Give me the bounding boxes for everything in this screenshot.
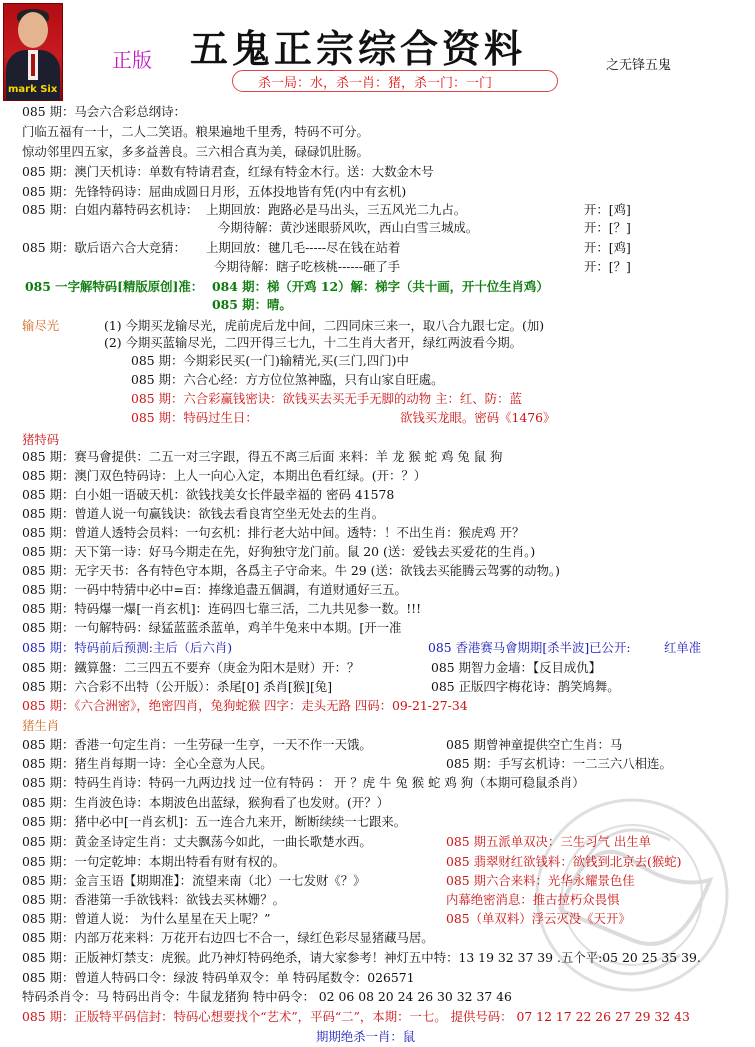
- section-heading: 猪特码: [22, 432, 60, 447]
- text-line: 085 期：无字天书：各有特色守本期，各爲主子守命来。牛 29 (送：欲钱去买能腾云驾雾的动物。): [22, 563, 560, 578]
- kill-line: 杀一局：水，杀一肖：猪，杀一门：一门: [258, 76, 493, 91]
- text-line: 085 翡翠财红欲钱料：欲钱到北京去(猴蛇): [446, 854, 682, 869]
- text-line: 085 期：正版特平码信封：特码心想要找个“艺术”，平码“二”，本期：一七。 提供号码： 07 12 17 22 26 27 29 32 43: [22, 1009, 690, 1024]
- text-line: 085 期：歇后语六合大竞猜：: [22, 240, 186, 255]
- text-line: 085 期智力金墙：【反目成仇】: [431, 660, 602, 675]
- text-line: 085 期：六合彩不出特（公开版）：杀尾[0] 杀肖[猴][兔]: [22, 679, 333, 694]
- author-name: 之无锋五鬼: [606, 58, 672, 73]
- text-line: 085 期：六合彩赢钱密诀：欲钱买去买无手无脚的动物 主：红、防：蓝: [131, 391, 522, 406]
- text-line: 085 正版四字梅花诗：鹊笑鸠舞。: [431, 679, 620, 694]
- text-line: 开：[？]: [584, 220, 631, 235]
- text-line: 开：[鸡]: [584, 202, 631, 217]
- text-line: 085 期：一句定乾坤：本期出特看有财有权的。: [22, 854, 286, 869]
- text-line: 085 期：猪中必中[一肖玄机]：五一连合九来开，断断续续一七跟来。: [22, 814, 407, 829]
- text-line: 085 期：曾道人特码口令：绿波 特码单双令：单 特码尾数令：026571: [22, 970, 415, 985]
- text-line: 085 期：《六合洲密》，绝密四肖，兔狗蛇猴 四字：走头无路 四码：09-21-27-34: [22, 698, 468, 713]
- text-line: 085 期：生肖波色诗：本期波色出蓝绿，猴狗看了也发财。(开？）: [22, 795, 389, 810]
- text-line: 门临五福有一十，二人二笑语。粮果遍地千里秀，特码不可分。: [22, 124, 369, 139]
- text-line: 085 期：特码生肖诗：特码一九两边找 过一位有特码 ： 开 ？虎 牛 兔 猴 蛇 鸡 狗（本期可稳鼠杀肖）: [22, 775, 585, 790]
- text-line: 开：[？]: [584, 259, 631, 274]
- text-line: 085 期：香港一句定生肖：一生劳碌一生亨，一天不作一天饿。: [22, 737, 372, 752]
- text-line: 085 期：澳门天机诗：单数有特请君查，红绿有特金木行。送：大数金木号: [22, 164, 434, 179]
- text-line: 085 期：白小姐一语破天机：欲钱找美女长伴最幸福的 密码 41578: [22, 487, 395, 502]
- text-line: 085 期：今期彩民买(一门)输精光,买(三门,四门)中: [131, 353, 409, 368]
- text-line: 085 期：马会六合彩总纲诗：: [22, 104, 186, 119]
- text-line: 今期待解：瞎子吃核桃------砸了手: [214, 259, 401, 274]
- text-line: 惊动邻里四五家，多多益善良。三六相合真为美，碌碌饥肚肠。: [22, 144, 369, 159]
- text-line: 085 期：天下第一诗：好马今期走在先，好狗独守龙门前。鼠 20 (送：爱钱去买爱花的生肖。): [22, 544, 536, 559]
- text-line: 085 期：先锋特码诗：屈曲成圆日月形，五体投地皆有凭(内中有玄机): [22, 184, 407, 199]
- photo-caption: mark Six: [8, 84, 58, 95]
- text-line: 特码杀肖令：马 特码出肖令：牛鼠龙猪狗 特中码令： 02 06 08 20 24 26 30 32 37 46: [22, 989, 512, 1004]
- text-line: 上期回放：毽几毛-----尽在钱在站着: [206, 240, 401, 255]
- text-line: 欲钱买龙眼。密码《1476》: [400, 410, 556, 425]
- text-line: (2) 今期买蓝输尽光，二四开得三七九，十二生肖大者开，绿红两波看今期。: [104, 335, 522, 350]
- text-line: 085 期：金言玉语【期期准】：流望来南（北）一七发财《？》: [22, 873, 366, 888]
- text-line: 085 期：一码中特猜中必中=百：捧缘追盡五個調，有道财通好三五。: [22, 582, 407, 597]
- text-line: 085 期：赛马會提供：二五一对三字跟，得五不离三后面 来料：羊 龙 猴 蛇 鸡 兔 鼠 狗: [22, 449, 503, 464]
- text-line: 085 期：白姐内幕特码玄机诗：: [22, 202, 199, 217]
- text-line: 085 期：六合心经：方方位位煞神臨，只有山家自旺處。: [131, 372, 444, 387]
- text-line: 085（单双料）浮云灭没《天开》: [446, 911, 631, 926]
- text-line: 084 期：梯（开鸡 12）解：梯字（共十画，开十位生肖鸡）: [212, 279, 549, 294]
- text-line: 085 期：曾道人说： 为什么星星在天上呢？”: [22, 911, 271, 926]
- text-line: 内幕绝密消息：推古拉朽众畏惧: [446, 892, 620, 907]
- text-line: 红单准: [664, 640, 702, 655]
- text-line: 085 期曾神童提供空亡生肖：马: [446, 737, 623, 752]
- text-line: 085 期五派单双决：三生习气 出生单: [446, 834, 651, 849]
- text-line: 085 期：鐵算盤：二三四五不要弃（庚金为阳木是财）开：？: [22, 660, 360, 675]
- text-line: 085 期：特码爆一爆[一肖玄机]：连码四七靠三活，二九共见参一数。!!!: [22, 601, 422, 616]
- text-line: 085 期：特码前后预测:主后（后六肖): [22, 640, 233, 655]
- text-line: 今期待解：黄沙迷眼骄风吹，西山白雪三城成。: [218, 220, 479, 235]
- zhengban-label: 正版: [112, 48, 152, 72]
- text-line: 085 期：手写玄机诗：一二三六八相连。: [446, 756, 672, 771]
- text-line: 085 香港赛马會期期[杀半波]已公开:: [428, 640, 631, 655]
- text-line: 085 期：澳门双色特码诗：上人一向心入定，本期出色看红绿。(开：？）: [22, 468, 427, 483]
- text-line: 085 一字解特码[精版原创]准：: [25, 279, 204, 294]
- page-title: 五鬼正宗综合资料: [190, 26, 527, 71]
- text-line: 085 期：曾道人说一句赢钱诀：欲钱去看良宵空坐无处去的生肖。: [22, 506, 385, 521]
- text-line: 085 期：猪生肖每期一诗：全心全意为人民。: [22, 756, 273, 771]
- text-line: 开：[鸡]: [584, 240, 631, 255]
- text-line: 上期回放：跑路必是马出头，三五风光二九占。: [206, 202, 467, 217]
- text-line: 085 期：曾道人透特会员料：一句玄机：排行老大站中间。透特：！不出生肖：猴虎鸡 开？: [22, 525, 525, 540]
- section-heading: 猪生肖: [22, 718, 60, 733]
- text-line: 085 期：黄金圣诗定生肖：丈夫飘荡今如此，一曲长歌楚水西。: [22, 834, 372, 849]
- text-line: 085 期：晴。: [212, 297, 292, 312]
- text-line: 085 期：特码过生日：: [131, 410, 258, 425]
- text-line: 085 期：内部万花来料：万花开右边四七不合一，绿红色彩尽显猪藏马居。: [22, 930, 434, 945]
- text-line: 期期绝杀一肖：鼠: [316, 1029, 416, 1044]
- text-line: (1) 今期买龙输尽光，虎前虎后龙中间，二四同床三来一，取八合九跟七定。(加): [104, 318, 545, 333]
- text-line: 085 期：正版神灯禁支：虎猴。此乃神灯特码绝杀，请大家参考！神灯五中特：13 19 32 37 39 .五个平:05 20 25 35 39.: [22, 950, 701, 965]
- text-line: 085 期：一句解特码：绿猛蓝蓝杀蓝单，鸡羊牛兔来中本期。[开一准: [22, 620, 402, 635]
- text-line: 085 期：香港第一手欲钱料：欲钱去买林姗？。: [22, 892, 286, 907]
- section-heading: 输尽光: [22, 318, 60, 333]
- text-line: 085 期六合来料：光华永耀景色佳: [446, 873, 635, 888]
